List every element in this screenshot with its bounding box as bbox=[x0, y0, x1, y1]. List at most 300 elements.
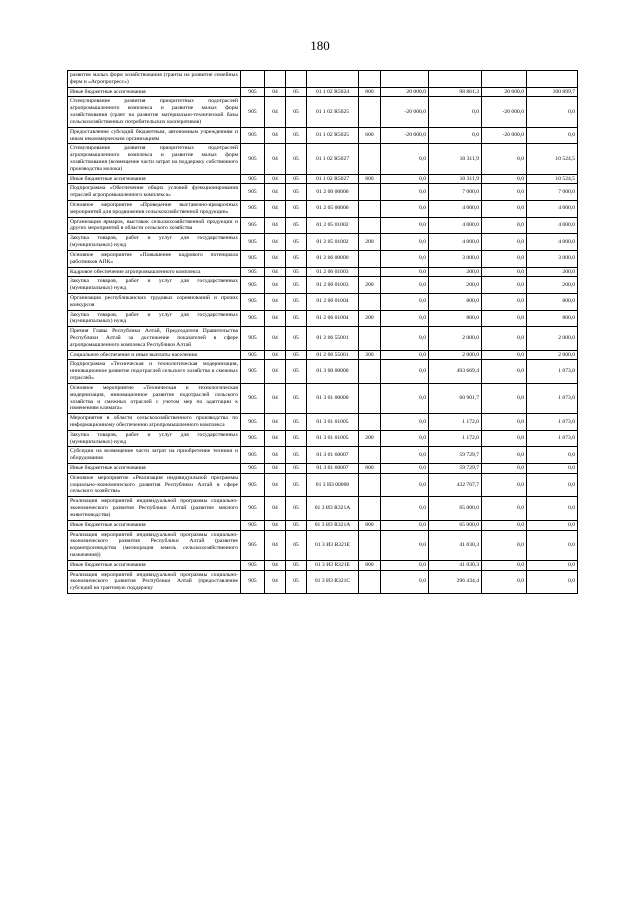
row-amount-total-1: 4 000,0 bbox=[429, 217, 482, 234]
row-amount-change-1: 0,0 bbox=[381, 530, 429, 560]
row-admin-code: 905 bbox=[241, 87, 265, 97]
row-subsection-code: 05 bbox=[286, 350, 307, 360]
row-section-code: 04 bbox=[265, 497, 286, 520]
table-row bbox=[68, 293, 578, 310]
table-row bbox=[68, 327, 578, 350]
row-section-code: 04 bbox=[265, 144, 286, 174]
row-amount-change-2: 0,0 bbox=[482, 497, 527, 520]
budget-table-body bbox=[68, 71, 578, 594]
row-amount-change-2: 0,0 bbox=[482, 277, 527, 294]
row-amount-total-1: 98 861,3 bbox=[429, 87, 482, 97]
row-name: Закупка товаров, работ и услуг для государственных (муниципальных) нужд bbox=[68, 310, 241, 327]
table-row bbox=[68, 570, 578, 593]
row-admin-code: 905 bbox=[241, 447, 265, 464]
row-amount-total-1: 2 000,0 bbox=[429, 327, 482, 350]
row-admin-code: 905 bbox=[241, 473, 265, 496]
table-row bbox=[68, 201, 578, 218]
row-amount-total-2: 1 073,0 bbox=[527, 414, 578, 431]
row-subsection-code bbox=[286, 71, 307, 88]
table-row bbox=[68, 383, 578, 413]
table-row bbox=[68, 277, 578, 294]
row-amount-change-2: 0,0 bbox=[482, 184, 527, 201]
table-row bbox=[68, 127, 578, 144]
table-row bbox=[68, 360, 578, 383]
row-subsection-code: 05 bbox=[286, 277, 307, 294]
row-amount-change-2: 0,0 bbox=[482, 267, 527, 277]
row-target-code: 01 2 06 01003 bbox=[307, 267, 359, 277]
row-amount-change-2: 0,0 bbox=[482, 560, 527, 570]
row-expense-type-code bbox=[359, 184, 381, 201]
row-admin-code: 905 bbox=[241, 127, 265, 144]
row-amount-change-1: 0,0 bbox=[381, 430, 429, 447]
row-admin-code: 905 bbox=[241, 277, 265, 294]
row-amount-total-1: 65 000,0 bbox=[429, 520, 482, 530]
row-section-code: 04 bbox=[265, 201, 286, 218]
row-amount-total-2: 10 524,5 bbox=[527, 144, 578, 174]
row-amount-total-2: 0,0 bbox=[527, 97, 578, 127]
row-expense-type-code: 200 bbox=[359, 234, 381, 251]
row-amount-change-2: 0,0 bbox=[482, 144, 527, 174]
row-amount-total-1: 60 901,7 bbox=[429, 383, 482, 413]
row-amount-total-2 bbox=[527, 71, 578, 88]
row-amount-total-2: 2 000,0 bbox=[527, 327, 578, 350]
row-admin-code: 905 bbox=[241, 360, 265, 383]
row-expense-type-code bbox=[359, 293, 381, 310]
row-target-code: 01 3 01 01005 bbox=[307, 430, 359, 447]
row-admin-code: 905 bbox=[241, 430, 265, 447]
row-target-code: 01 3 И3 R321С bbox=[307, 570, 359, 593]
row-amount-change-1: 0,0 bbox=[381, 293, 429, 310]
row-amount-change-1: 0,0 bbox=[381, 250, 429, 267]
row-amount-total-1: 1 172,0 bbox=[429, 414, 482, 431]
row-target-code: 01 3 01 01005 bbox=[307, 414, 359, 431]
row-target-code: 01 2 06 55001 bbox=[307, 350, 359, 360]
row-amount-change-1: 0,0 bbox=[381, 360, 429, 383]
row-amount-total-1: 59 729,7 bbox=[429, 464, 482, 474]
row-amount-total-2: 7 000,0 bbox=[527, 184, 578, 201]
row-section-code: 04 bbox=[265, 530, 286, 560]
row-section-code: 04 bbox=[265, 293, 286, 310]
row-expense-type-code bbox=[359, 383, 381, 413]
row-amount-change-1 bbox=[381, 71, 429, 88]
row-target-code: 01 3 И3 R321Е bbox=[307, 560, 359, 570]
row-amount-change-1: 0,0 bbox=[381, 201, 429, 218]
row-admin-code: 905 bbox=[241, 350, 265, 360]
row-amount-total-2: 200,0 bbox=[527, 267, 578, 277]
row-amount-change-1: 0,0 bbox=[381, 350, 429, 360]
row-amount-total-2: 0,0 bbox=[527, 570, 578, 593]
row-amount-total-2: 4 000,0 bbox=[527, 201, 578, 218]
row-amount-change-2: 0,0 bbox=[482, 174, 527, 184]
row-expense-type-code bbox=[359, 250, 381, 267]
row-amount-total-1: 1 172,0 bbox=[429, 430, 482, 447]
row-subsection-code: 05 bbox=[286, 310, 307, 327]
table-row bbox=[68, 414, 578, 431]
row-expense-type-code: 800 bbox=[359, 464, 381, 474]
row-name: Субсидии на возмещение части затрат на приобретение техники и оборудования bbox=[68, 447, 241, 464]
row-amount-change-2: 0,0 bbox=[482, 310, 527, 327]
row-name: Подпрограмма «Обеспечение общих условий функционирования отраслей агропромышленного комплекса» bbox=[68, 184, 241, 201]
row-subsection-code: 05 bbox=[286, 430, 307, 447]
row-amount-change-2: 20 000,0 bbox=[482, 87, 527, 97]
row-name: Подпрограмма «Техническая и технологическая модернизация, инновационное развитие подотраслей сельского хозяйства и смежных отраслей» bbox=[68, 360, 241, 383]
row-name: Закупка товаров, работ и услуг для государственных (муниципальных) нужд bbox=[68, 277, 241, 294]
row-target-code: 01 2 06 55001 bbox=[307, 327, 359, 350]
row-section-code bbox=[265, 71, 286, 88]
row-expense-type-code bbox=[359, 201, 381, 218]
row-section-code: 04 bbox=[265, 184, 286, 201]
table-row bbox=[68, 447, 578, 464]
row-admin-code: 905 bbox=[241, 184, 265, 201]
row-expense-type-code bbox=[359, 447, 381, 464]
row-name: Основное мероприятие «Реализация индивидуальной программы социально-экономического развития Республики Алтай в сфере сельского хозяйства» bbox=[68, 473, 241, 496]
row-amount-change-1: 0,0 bbox=[381, 144, 429, 174]
row-amount-total-1: 800,0 bbox=[429, 293, 482, 310]
row-section-code: 04 bbox=[265, 234, 286, 251]
row-admin-code: 905 bbox=[241, 97, 265, 127]
table-row bbox=[68, 217, 578, 234]
row-admin-code: 905 bbox=[241, 327, 265, 350]
table-row bbox=[68, 87, 578, 97]
row-subsection-code: 05 bbox=[286, 447, 307, 464]
row-amount-total-2: 0,0 bbox=[527, 464, 578, 474]
row-amount-change-2: -20 000,0 bbox=[482, 97, 527, 127]
row-amount-total-1: 41 030,3 bbox=[429, 530, 482, 560]
row-section-code: 04 bbox=[265, 174, 286, 184]
table-row bbox=[68, 464, 578, 474]
row-amount-change-1: -20 000,0 bbox=[381, 97, 429, 127]
row-name: Иные бюджетные ассигнования bbox=[68, 560, 241, 570]
row-expense-type-code bbox=[359, 473, 381, 496]
row-target-code: 01 1 02 R5025 bbox=[307, 127, 359, 144]
row-amount-total-1: 432 767,7 bbox=[429, 473, 482, 496]
row-amount-total-1: 2 000,0 bbox=[429, 350, 482, 360]
row-name: Предоставление субсидий бюджетным, автономным учреждениям и иным некоммерческим организациям bbox=[68, 127, 241, 144]
row-admin-code: 905 bbox=[241, 530, 265, 560]
row-amount-total-1: 65 000,0 bbox=[429, 497, 482, 520]
row-target-code: 01 3 00 00000 bbox=[307, 360, 359, 383]
row-amount-total-2: 1 073,0 bbox=[527, 383, 578, 413]
row-amount-change-2 bbox=[482, 71, 527, 88]
page-number: 180 bbox=[310, 38, 330, 53]
row-amount-change-1: 0,0 bbox=[381, 234, 429, 251]
row-name: Закупка товаров, работ и услуг для государственных (муниципальных) нужд bbox=[68, 234, 241, 251]
row-subsection-code: 05 bbox=[286, 360, 307, 383]
row-target-code: 01 3 01 60007 bbox=[307, 447, 359, 464]
row-name: Реализация мероприятий индивидуальной программы социально-экономического развития Республики Алтай (предоставление субсидий на грантовую поддержку bbox=[68, 570, 241, 593]
row-expense-type-code: 200 bbox=[359, 430, 381, 447]
row-subsection-code: 05 bbox=[286, 464, 307, 474]
row-admin-code: 905 bbox=[241, 520, 265, 530]
row-subsection-code: 05 bbox=[286, 560, 307, 570]
row-name: Иные бюджетные ассигнования bbox=[68, 464, 241, 474]
row-amount-total-2: 3 000,0 bbox=[527, 250, 578, 267]
row-amount-change-2: 0,0 bbox=[482, 350, 527, 360]
row-amount-total-2: 1 073,0 bbox=[527, 430, 578, 447]
row-amount-change-1: 0,0 bbox=[381, 277, 429, 294]
row-amount-change-1: 0,0 bbox=[381, 520, 429, 530]
row-amount-total-1: 800,0 bbox=[429, 310, 482, 327]
row-expense-type-code: 200 bbox=[359, 277, 381, 294]
row-target-code: 01 2 05 01002 bbox=[307, 234, 359, 251]
row-amount-change-2: 0,0 bbox=[482, 447, 527, 464]
row-amount-total-1: 59 729,7 bbox=[429, 447, 482, 464]
row-section-code: 04 bbox=[265, 473, 286, 496]
row-amount-change-2: 0,0 bbox=[482, 520, 527, 530]
row-expense-type-code: 800 bbox=[359, 520, 381, 530]
row-admin-code: 905 bbox=[241, 464, 265, 474]
row-amount-total-1 bbox=[429, 71, 482, 88]
row-amount-change-2: 0,0 bbox=[482, 430, 527, 447]
row-amount-change-1: 0,0 bbox=[381, 464, 429, 474]
row-amount-total-2: 0,0 bbox=[527, 530, 578, 560]
row-amount-total-2: 0,0 bbox=[527, 520, 578, 530]
row-amount-change-1: 0,0 bbox=[381, 447, 429, 464]
table-row bbox=[68, 97, 578, 127]
row-target-code bbox=[307, 71, 359, 88]
row-subsection-code: 05 bbox=[286, 497, 307, 520]
row-name: Закупка товаров, работ и услуг для государственных (муниципальных) нужд bbox=[68, 430, 241, 447]
row-amount-total-2: 200,0 bbox=[527, 277, 578, 294]
row-expense-type-code bbox=[359, 97, 381, 127]
row-target-code: 01 2 05 01002 bbox=[307, 217, 359, 234]
row-amount-total-1: 200,0 bbox=[429, 267, 482, 277]
row-target-code: 01 2 06 01004 bbox=[307, 293, 359, 310]
table-row bbox=[68, 560, 578, 570]
row-name: Кадровое обеспечение агропромышленного комплекса bbox=[68, 267, 241, 277]
row-expense-type-code bbox=[359, 414, 381, 431]
row-name: Социальное обеспечение и иные выплаты населению bbox=[68, 350, 241, 360]
row-admin-code: 905 bbox=[241, 414, 265, 431]
row-amount-change-1: 0,0 bbox=[381, 560, 429, 570]
row-amount-total-1: 493 669,4 bbox=[429, 360, 482, 383]
row-amount-change-1: 0,0 bbox=[381, 383, 429, 413]
row-expense-type-code bbox=[359, 327, 381, 350]
row-subsection-code: 05 bbox=[286, 217, 307, 234]
row-section-code: 04 bbox=[265, 97, 286, 127]
row-section-code: 04 bbox=[265, 250, 286, 267]
row-amount-total-1: 0,0 bbox=[429, 97, 482, 127]
row-amount-total-2: 800,0 bbox=[527, 310, 578, 327]
row-amount-total-1: 41 030,3 bbox=[429, 560, 482, 570]
row-subsection-code: 05 bbox=[286, 530, 307, 560]
table-row bbox=[68, 350, 578, 360]
row-target-code: 01 3 И3 R321А bbox=[307, 497, 359, 520]
row-target-code: 01 2 00 00000 bbox=[307, 184, 359, 201]
row-amount-total-2: 4 000,0 bbox=[527, 234, 578, 251]
row-expense-type-code: 800 bbox=[359, 174, 381, 184]
row-amount-change-1: 0,0 bbox=[381, 414, 429, 431]
table-row bbox=[68, 473, 578, 496]
row-amount-total-2: 0,0 bbox=[527, 473, 578, 496]
row-name: Основное мероприятие «Повышение кадрового потенциала работников АПК» bbox=[68, 250, 241, 267]
row-expense-type-code: 600 bbox=[359, 127, 381, 144]
row-amount-change-1: 0,0 bbox=[381, 497, 429, 520]
table-row bbox=[68, 310, 578, 327]
table-row bbox=[68, 144, 578, 174]
row-amount-total-1: 0,0 bbox=[429, 127, 482, 144]
row-expense-type-code bbox=[359, 144, 381, 174]
row-amount-total-2: 4 000,0 bbox=[527, 217, 578, 234]
row-amount-change-1: 0,0 bbox=[381, 327, 429, 350]
row-name: развитие малых форм хозяйствования (гранты на развитие семейных ферм и «Агропрогресс») bbox=[68, 71, 241, 88]
row-amount-change-1: 0,0 bbox=[381, 267, 429, 277]
row-section-code: 04 bbox=[265, 520, 286, 530]
row-subsection-code: 05 bbox=[286, 234, 307, 251]
row-admin-code: 905 bbox=[241, 267, 265, 277]
row-section-code: 04 bbox=[265, 310, 286, 327]
row-section-code: 04 bbox=[265, 350, 286, 360]
row-name: Организация республиканских трудовых соревнований и прочих конкурсов bbox=[68, 293, 241, 310]
row-subsection-code: 05 bbox=[286, 174, 307, 184]
row-admin-code bbox=[241, 71, 265, 88]
row-name: Иные бюджетные ассигнования bbox=[68, 174, 241, 184]
row-name: Премия Главы Республики Алтай, Председателя Правительства Республики Алтай за достижение показателей в сфере агропромышленного комплекса Республики Алтай bbox=[68, 327, 241, 350]
row-amount-change-2: 0,0 bbox=[482, 464, 527, 474]
row-section-code: 04 bbox=[265, 217, 286, 234]
row-amount-change-2: 0,0 bbox=[482, 250, 527, 267]
row-amount-change-2: 0,0 bbox=[482, 201, 527, 218]
row-subsection-code: 05 bbox=[286, 383, 307, 413]
row-amount-change-2: 0,0 bbox=[482, 360, 527, 383]
row-admin-code: 905 bbox=[241, 217, 265, 234]
row-amount-total-2: 0,0 bbox=[527, 497, 578, 520]
row-admin-code: 905 bbox=[241, 570, 265, 593]
row-amount-total-2: 0,0 bbox=[527, 127, 578, 144]
table-row bbox=[68, 430, 578, 447]
table-row bbox=[68, 250, 578, 267]
row-target-code: 01 3 01 00000 bbox=[307, 383, 359, 413]
row-name: Стимулирование развития приоритетных подотраслей агропромышленного комплекса и развитие малых форм хозяйствования (возмещение части затрат на поддержку собственного производства молока) bbox=[68, 144, 241, 174]
row-admin-code: 905 bbox=[241, 560, 265, 570]
table-row bbox=[68, 520, 578, 530]
row-amount-total-1: 10 311,9 bbox=[429, 174, 482, 184]
row-section-code: 04 bbox=[265, 430, 286, 447]
row-expense-type-code bbox=[359, 71, 381, 88]
row-amount-total-1: 4 000,0 bbox=[429, 234, 482, 251]
row-section-code: 04 bbox=[265, 327, 286, 350]
row-amount-total-1: 200,0 bbox=[429, 277, 482, 294]
row-subsection-code: 05 bbox=[286, 570, 307, 593]
row-section-code: 04 bbox=[265, 464, 286, 474]
row-name: Иные бюджетные ассигнования bbox=[68, 520, 241, 530]
row-admin-code: 905 bbox=[241, 201, 265, 218]
row-amount-total-2: 10 524,5 bbox=[527, 174, 578, 184]
row-admin-code: 905 bbox=[241, 174, 265, 184]
row-expense-type-code: 800 bbox=[359, 87, 381, 97]
row-target-code: 01 1 02 R5027 bbox=[307, 144, 359, 174]
row-amount-total-2: 0,0 bbox=[527, 560, 578, 570]
row-amount-change-2: 0,0 bbox=[482, 217, 527, 234]
row-amount-change-2: 0,0 bbox=[482, 234, 527, 251]
row-target-code: 01 1 02 R5024 bbox=[307, 87, 359, 97]
row-target-code: 01 2 06 00000 bbox=[307, 250, 359, 267]
row-expense-type-code bbox=[359, 217, 381, 234]
table-row bbox=[68, 530, 578, 560]
row-amount-change-1: 0,0 bbox=[381, 174, 429, 184]
row-amount-change-1: 20 000,0 bbox=[381, 87, 429, 97]
row-amount-total-1: 3 000,0 bbox=[429, 250, 482, 267]
row-section-code: 04 bbox=[265, 560, 286, 570]
row-amount-change-2: 0,0 bbox=[482, 327, 527, 350]
row-name: Организация ярмарок, выставок сельскохозяйственной продукции и других мероприятий в области сельского хозяйства bbox=[68, 217, 241, 234]
table-row bbox=[68, 234, 578, 251]
row-amount-change-1: 0,0 bbox=[381, 217, 429, 234]
table-row bbox=[68, 174, 578, 184]
row-amount-total-2: 1 073,0 bbox=[527, 360, 578, 383]
row-amount-change-1: 0,0 bbox=[381, 570, 429, 593]
row-amount-total-1: 296 434,4 bbox=[429, 570, 482, 593]
row-admin-code: 905 bbox=[241, 144, 265, 174]
row-section-code: 04 bbox=[265, 127, 286, 144]
row-amount-change-2: -20 000,0 bbox=[482, 127, 527, 144]
row-amount-change-2: 0,0 bbox=[482, 473, 527, 496]
row-target-code: 01 3 01 60007 bbox=[307, 464, 359, 474]
row-subsection-code: 05 bbox=[286, 520, 307, 530]
row-amount-change-1: 0,0 bbox=[381, 184, 429, 201]
row-section-code: 04 bbox=[265, 447, 286, 464]
row-admin-code: 905 bbox=[241, 383, 265, 413]
row-expense-type-code bbox=[359, 497, 381, 520]
row-subsection-code: 05 bbox=[286, 144, 307, 174]
row-subsection-code: 05 bbox=[286, 267, 307, 277]
row-section-code: 04 bbox=[265, 383, 286, 413]
row-amount-change-1: -20 000,0 bbox=[381, 127, 429, 144]
row-section-code: 04 bbox=[265, 570, 286, 593]
table-row bbox=[68, 71, 578, 88]
row-expense-type-code bbox=[359, 570, 381, 593]
row-amount-total-2: 2 000,0 bbox=[527, 350, 578, 360]
row-name: Основное мероприятие «Техническая и технологическая модернизация, инновационное развитие подотраслей сельского хозяйства и смежных отраслей с учетом мер по адаптации к изменениям климата» bbox=[68, 383, 241, 413]
row-name: Основное мероприятие «Проведение выставочно-ярмарочных мероприятий для продвижения сельскохозяйственной продукции» bbox=[68, 201, 241, 218]
row-subsection-code: 05 bbox=[286, 414, 307, 431]
row-expense-type-code bbox=[359, 530, 381, 560]
row-name: Реализация мероприятий индивидуальной программы социально-экономического развития Республики Алтай (развитие мясного животноводства) bbox=[68, 497, 241, 520]
row-subsection-code: 05 bbox=[286, 127, 307, 144]
table-row bbox=[68, 184, 578, 201]
row-target-code: 01 1 02 R5027 bbox=[307, 174, 359, 184]
row-subsection-code: 05 bbox=[286, 250, 307, 267]
row-amount-change-1: 0,0 bbox=[381, 310, 429, 327]
row-expense-type-code bbox=[359, 267, 381, 277]
row-expense-type-code: 300 bbox=[359, 350, 381, 360]
row-amount-total-1: 10 311,9 bbox=[429, 144, 482, 174]
row-amount-total-2: 100 899,7 bbox=[527, 87, 578, 97]
row-target-code: 01 3 И3 R321А bbox=[307, 520, 359, 530]
row-admin-code: 905 bbox=[241, 250, 265, 267]
row-name: Иные бюджетные ассигнования bbox=[68, 87, 241, 97]
row-amount-change-2: 0,0 bbox=[482, 293, 527, 310]
row-subsection-code: 05 bbox=[286, 97, 307, 127]
row-name: Мероприятия в области сельскохозяйственного производства по информационному обеспечению агропромышленного комплекса bbox=[68, 414, 241, 431]
row-name: Стимулирование развития приоритетных подотраслей агропромышленного комплекса и развитие малых форм хозяйствования (грант на развитие материально-технической базы сельскохозяйственных потребительских кооперативов) bbox=[68, 97, 241, 127]
row-amount-total-2: 800,0 bbox=[527, 293, 578, 310]
row-amount-change-2: 0,0 bbox=[482, 530, 527, 560]
row-target-code: 01 1 02 R5025 bbox=[307, 97, 359, 127]
row-section-code: 04 bbox=[265, 87, 286, 97]
row-amount-change-2: 0,0 bbox=[482, 570, 527, 593]
row-admin-code: 905 bbox=[241, 234, 265, 251]
row-target-code: 01 2 06 01004 bbox=[307, 310, 359, 327]
row-expense-type-code bbox=[359, 360, 381, 383]
table-row bbox=[68, 267, 578, 277]
row-target-code: 01 3 И3 R321Е bbox=[307, 530, 359, 560]
row-subsection-code: 05 bbox=[286, 184, 307, 201]
row-amount-change-2: 0,0 bbox=[482, 414, 527, 431]
row-admin-code: 905 bbox=[241, 310, 265, 327]
row-amount-total-1: 7 000,0 bbox=[429, 184, 482, 201]
row-amount-change-1: 0,0 bbox=[381, 473, 429, 496]
